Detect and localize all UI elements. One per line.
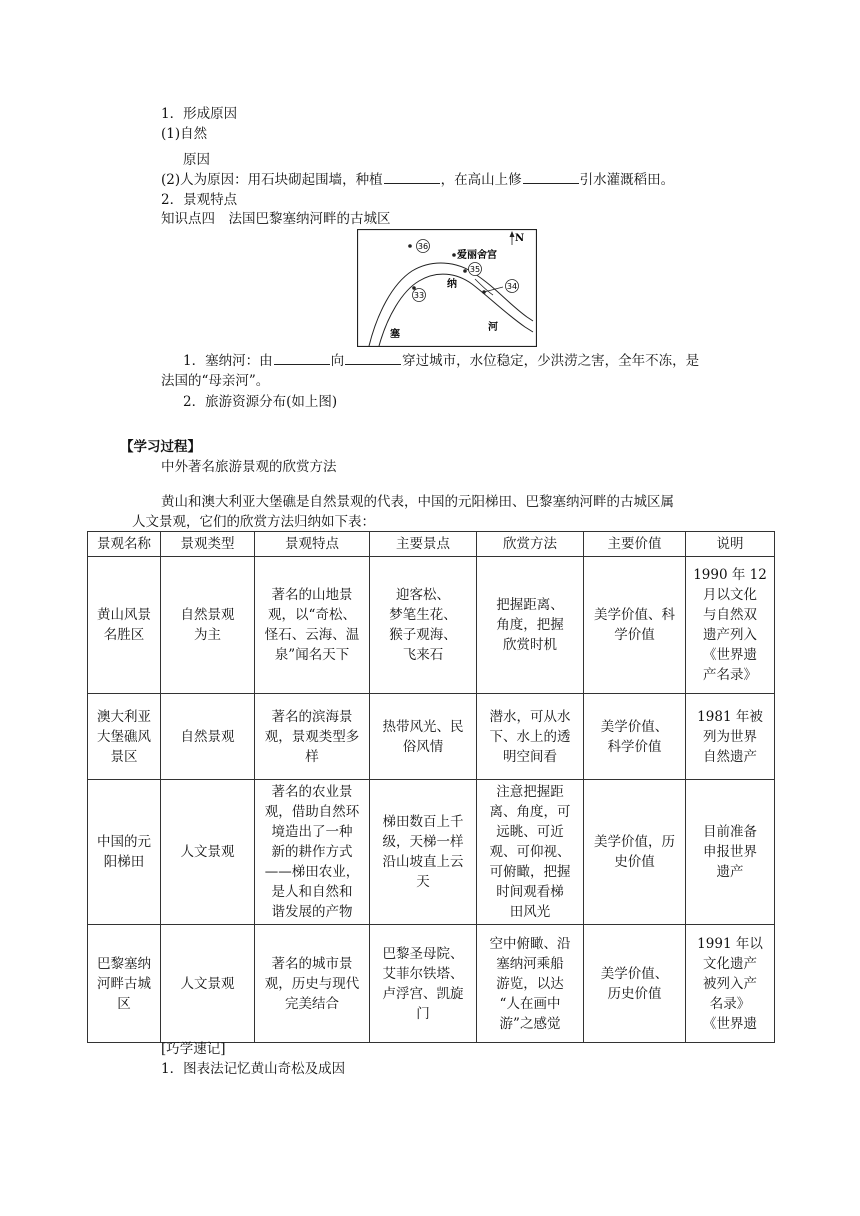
header-cell: 主要价值 [584, 532, 686, 557]
table-cell: 美学价值、 科学价值 [584, 694, 686, 780]
heading-formation-cause: 1．形成原因 [161, 106, 238, 122]
table-cell: 热带风光、民 俗风情 [370, 694, 477, 780]
seine-map [357, 229, 537, 347]
fill-blank[interactable] [384, 171, 440, 184]
site-dot-34 [482, 290, 486, 294]
table-row [88, 925, 775, 1043]
header-cell: 景观特点 [255, 532, 370, 557]
table-cell: 注意把握距 离、角度，可 远眺、可近 观、可仰视、 可俯瞰，把握 时间观看梯 田风光 [477, 780, 584, 925]
table-cell: 空中俯瞰、沿 塞纳河乘船 游览，以达 “人在画中 游”之感觉 [477, 925, 584, 1043]
table-cell: 迎客松、 梦笔生花、 猴子观海、 飞来石 [370, 557, 477, 694]
fill-blank[interactable] [345, 352, 401, 365]
table-cell: 人文景观 [161, 925, 255, 1043]
label-na: 纳 [447, 279, 457, 290]
human-cause-text-c: 引水灌溉稻田。 [579, 172, 675, 188]
intro-line-2: 人文景观，它们的欣赏方法归纳如下表： [132, 514, 375, 530]
table-cell: 美学价值、 历史价值 [584, 925, 686, 1043]
table-row [88, 557, 775, 694]
label-elysee-palace: 爱丽舍宫 [457, 250, 497, 261]
header-cell: 说明 [686, 532, 775, 557]
label-he: 河 [488, 322, 498, 333]
table-row [88, 780, 775, 925]
seine-text-a: 1．塞纳河：由 [183, 353, 273, 369]
seine-description [183, 352, 699, 370]
table-cell: 人文景观 [161, 780, 255, 925]
section-title-paris: 知识点四 法国巴黎塞纳河畔的古城区 [161, 211, 391, 227]
section-heading-process: 【学习过程】 [120, 439, 201, 455]
table-row [88, 694, 775, 780]
site-dot-palace [452, 253, 456, 257]
table-cell: 澳大利亚 大堡礁风 景区 [88, 694, 161, 780]
seine-text-b: 向 [330, 353, 345, 369]
table-cell: 黄山风景 名胜区 [88, 557, 161, 694]
header-cell: 主要景点 [370, 532, 477, 557]
marker-34-label: 34 [506, 282, 518, 291]
table-cell: 1991 年以 文化遗产 被列入产 名录》 《世界遗 [686, 925, 775, 1043]
table-cell: 巴黎圣母院、 艾菲尔铁塔、 卢浮宫、凯旋 门 [370, 925, 477, 1043]
memo-item: 1．图表法记忆黄山奇松及成因 [161, 1061, 346, 1077]
marker-36-label: 36 [417, 242, 429, 251]
table-cell: 潜水，可从水 下、水上的透 明空间看 [477, 694, 584, 780]
item-human-cause [161, 171, 674, 189]
human-cause-text-a: (2)人为原因：用石块砌起围墙，种植 [161, 172, 383, 188]
marker-35-label: 35 [469, 265, 481, 274]
table-cell: 自然景观 [161, 694, 255, 780]
item-natural: (1)自然 [161, 126, 208, 142]
memo-tag: [巧学速记] [161, 1041, 226, 1057]
table-header-row [88, 532, 775, 557]
table-cell: 美学价值，历 史价值 [584, 780, 686, 925]
table-cell: 美学价值、科 学价值 [584, 557, 686, 694]
process-subtitle: 中外著名旅游景观的欣赏方法 [161, 459, 337, 475]
fill-blank[interactable] [274, 352, 330, 365]
site-dot-36 [408, 244, 412, 248]
site-dot-35 [463, 269, 467, 273]
table-cell: 著名的城市景 观，历史与现代 完美结合 [255, 925, 370, 1043]
table-cell: 把握距离、 角度，把握 欣赏时机 [477, 557, 584, 694]
table-cell: 中国的元 阳梯田 [88, 780, 161, 925]
table-cell: 著名的山地景 观，以“奇松、 怪石、云海、温 泉”闻名天下 [255, 557, 370, 694]
table-cell: 著名的农业景 观，借助自然环 境造出了一种 新的耕作方式 ——梯田农业， 是人和自然和 谐发展的产物 [255, 780, 370, 925]
item-natural-cause: 原因 [183, 152, 210, 168]
header-cell: 景观名称 [88, 532, 161, 557]
heading-landscape-features: 2．景观特点 [161, 192, 238, 208]
intro-line-1: 黄山和澳大利亚大堡礁是自然景观的代表，中国的元阳梯田、巴黎塞纳河畔的古城区属 [161, 494, 674, 510]
seine-text-c: 穿过城市，水位稳定，少洪涝之害，全年不冻，是 [402, 353, 700, 369]
header-cell: 景观类型 [161, 532, 255, 557]
table-cell: 著名的滨海景 观，景观类型多 样 [255, 694, 370, 780]
header-cell: 欣赏方法 [477, 532, 584, 557]
table-cell: 1990 年 12 月以文化 与自然双 遗产列入 《世界遗 产名录》 [686, 557, 775, 694]
table-cell: 1981 年被 列为世界 自然遗产 [686, 694, 775, 780]
marker-33-label: 33 [413, 291, 425, 300]
table-cell: 自然景观 为主 [161, 557, 255, 694]
fill-blank[interactable] [523, 171, 579, 184]
seine-description-cont: 法国的“母亲河”。 [161, 373, 270, 389]
table-cell: 目前准备 申报世界 遗产 [686, 780, 775, 925]
appreciation-table [87, 531, 775, 1043]
human-cause-text-b: ，在高山上修 [440, 172, 522, 188]
table-cell: 梯田数百上千 级，天梯一样 沿山坡直上云 天 [370, 780, 477, 925]
table-cell: 巴黎塞纳 河畔古城 区 [88, 925, 161, 1043]
north-label: N [515, 233, 525, 244]
label-sai: 塞 [390, 329, 400, 340]
tourism-distribution: 2．旅游资源分布(如上图) [183, 394, 338, 410]
